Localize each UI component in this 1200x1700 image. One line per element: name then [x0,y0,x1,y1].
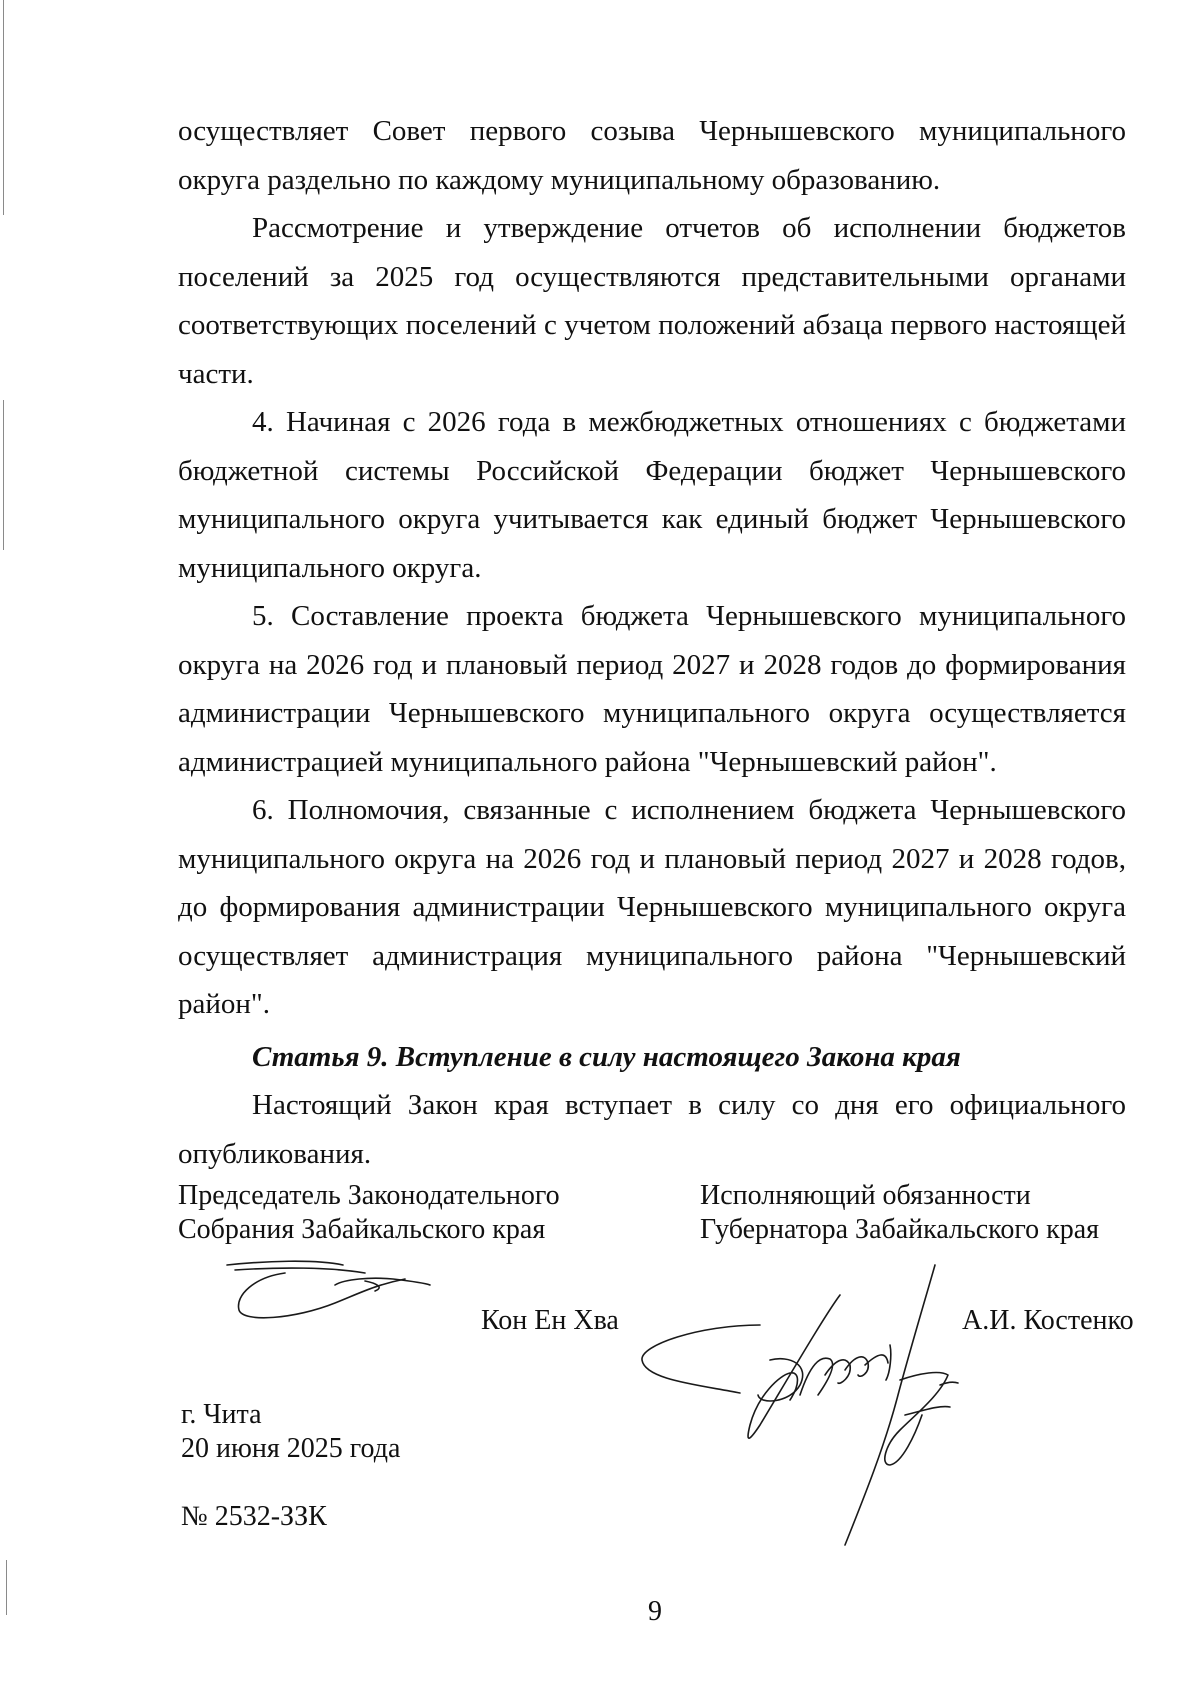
signatory-right-title [700,1179,1099,1247]
document-body [178,107,1126,1178]
signing-date: 20 июня 2025 года [181,1433,401,1464]
paragraph: 6. Полномочия, связанные с исполнением бюджета Чернышевского муниципального округа на 2026 год и плановый период 2027 и 2028 годов, до формирования администрации Чернышевского муниципального округа осуществляет администрация муниципального района "Чернышевский район". [178,794,1126,1020]
paragraph: 4. Начиная с 2026 года в межбюджетных отношениях с бюджетами бюджетной системы Российской Федерации бюджет Чернышевского муниципального округа учитывается как единый бюджет Чернышевского муниципального округа. [178,406,1126,584]
article-heading: Статья 9. Вступление в силу настоящего Закона края [252,1040,961,1073]
article-text: Настоящий Закон края вступает в силу со дня его официального опубликования. [178,1089,1126,1170]
page-number: 9 [648,1596,662,1627]
signatory-left-name: Кон Ен Хва [481,1305,619,1336]
law-number: № 2532-ЗЗК [181,1501,327,1532]
signatory-left-title-line: Собрания Забайкальского края [178,1214,546,1245]
scan-edge-mark [3,0,4,215]
handwritten-signature-right [640,1255,970,1555]
signatory-right-title-line: Губернатора Забайкальского края [700,1214,1100,1245]
signatory-right-name: А.И. Костенко [962,1305,1134,1336]
place-of-signing: г. Чита [181,1399,262,1430]
paragraph: Рассмотрение и утверждение отчетов об исполнении бюджетов поселений за 2025 год осуществляются представительными органами соответствующих поселений с учетом положений абзаца первого настоящей части. [178,212,1126,390]
handwritten-signature-left [225,1255,435,1335]
scan-edge-mark [3,400,4,550]
paragraph: осуществляет Совет первого созыва Чернышевского муниципального округа раздельно по каждому муниципальному образованию. [178,115,1126,196]
signatory-right-title-line: Исполняющий обязанности [700,1180,1031,1211]
signatory-left-title [178,1179,560,1247]
paragraph: 5. Составление проекта бюджета Чернышевского муниципального округа на 2026 год и плановый период 2027 и 2028 годов до формирования администрации Чернышевского муниципального округа осуществляется администрацией муниципального района "Чернышевский район". [178,600,1126,778]
signatory-left-title-line: Председатель Законодательного [178,1180,560,1211]
